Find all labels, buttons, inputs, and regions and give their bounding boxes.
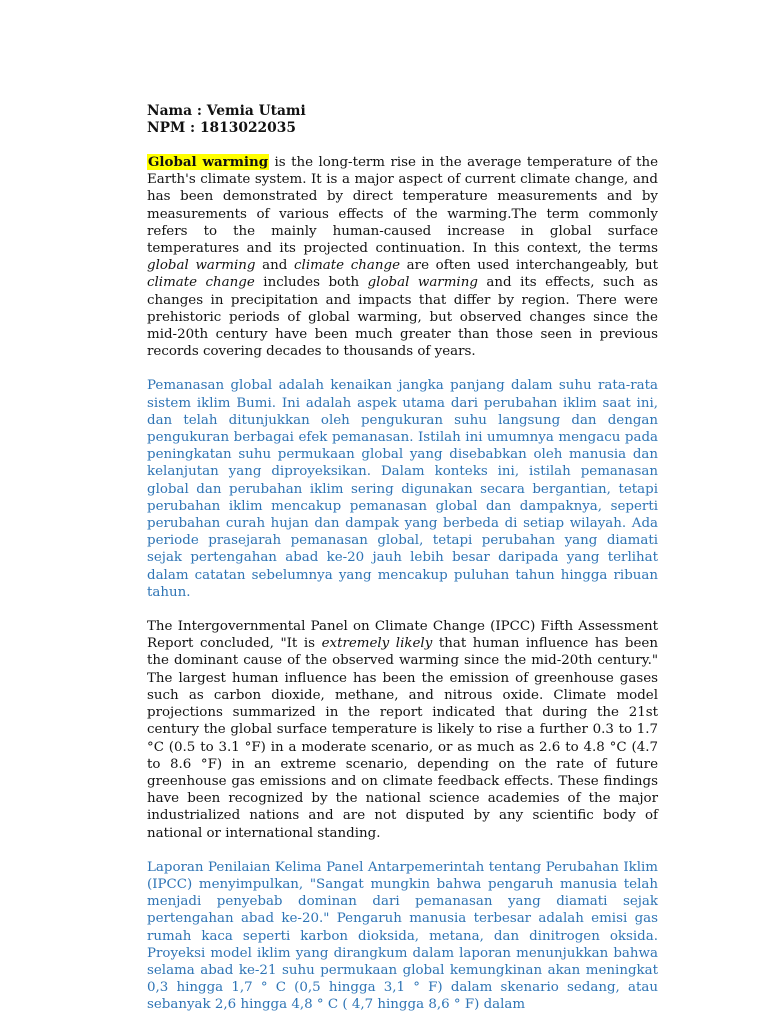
spacer (147, 360, 658, 377)
italic-run: extremely likely (321, 636, 433, 652)
spacer (147, 137, 658, 154)
text-run: is the long-term rise in the average temperature of the Earth's climate system. It is a major aspect of current climate change, and has been demonstrated by direct temperature measurements and by measurements of various effects of the warming.The term commonly refers to the mainly human-caused increase in global surface temperatures and its projected continuation. In this context, the terms (147, 155, 659, 257)
paragraph-indonesian-1: Pemanasan global adalah kenaikan jangka panjang dalam suhu rata-rata sistem iklim Bumi. Ini adalah aspek utama dari perubahan iklim saat ini, dan telah ditunjukkan oleh pengukuran suhu langsung dan dengan pengukuran berbagai efek pemanasan. Istilah ini umumnya mengacu pada peningkatan suhu permukaan global yang disebabkan oleh manusia dan kelanjutan yang diproyeksikan. Dalam konteks ini, istilah pemanasan global dan perubahan iklim sering digunakan secara bergantian, tetapi perubahan iklim mencakup pemanasan global dan dampaknya, seperti perubahan curah hujan dan dampak yang berbeda di setiap wilayah. Ada periode prasejarah pemanasan global, tetapi perubahan yang diamati sejak pertengahan abad ke-20 jauh lebih besar daripada yang terlihat dalam catatan sebelumnya yang mencakup puluhan tahun hingga ribuan tahun. (147, 378, 658, 600)
spacer (147, 601, 658, 618)
name-line: Nama : Vemia Utami (147, 103, 306, 119)
italic-run: global warming (147, 258, 256, 274)
paragraph-english-2 (147, 618, 658, 842)
npm-line: NPM : 1813022035 (147, 120, 296, 136)
italic-run: climate change (294, 258, 400, 274)
author-header (147, 103, 658, 137)
text-run: and (255, 258, 295, 274)
document-body (147, 103, 658, 1014)
highlighted-term: Global warming (148, 154, 269, 170)
paragraph-english-1 (147, 154, 658, 360)
italic-run: global warming (367, 275, 478, 291)
text-run: and its effects, such as changes in precipitation and impacts that differ by region. There were prehistoric periods of global warming, but observed changes since the mid-20th century have been much greater than those seen in previous records covering decades to thousands of years. (147, 275, 658, 360)
spacer (147, 842, 658, 859)
paragraph-indonesian-2: Laporan Penilaian Kelima Panel Antarpemerintah tentang Perubahan Iklim (IPCC) menyimpulkan, "Sangat mungkin bahwa pengaruh manusia telah menjadi penyebab dominan dari pemanasan yang diamati sejak pertengahan abad ke-20." Pengaruh manusia terbesar adalah emisi gas rumah kaca seperti karbon dioksida, metana, dan dinitrogen oksida. Proyeksi model iklim yang dirangkum dalam laporan menunjukkan bahwa selama abad ke-21 suhu permukaan global kemungkinan akan meningkat 0,3 hingga 1,7 ° C (0,5 hingga 3,1 ° F) dalam skenario sedang, atau sebanyak 2,6 hingga 4,8 ° C ( 4,7 hingga 8,6 ° F) dalam (147, 859, 658, 1013)
text-run: The Intergovernmental Panel on Climate Change (IPCC) Fifth Assessment Report concluded, "It is (147, 619, 658, 652)
text-run: that human influence has been the dominant cause of the observed warming since the mid-20th century." The largest human influence has been the emission of greenhouse gases such as carbon dioxide, methane, and nitrous oxide. Climate model projections summarized in the report indicated that during the 21st century the global surface temperature is likely to rise a further 0.3 to 1.7 °C (0.5 to 3.1 °F) in a moderate scenario, or as much as 2.6 to 4.8 °C (4.7 to 8.6 °F) in an extreme scenario, depending on the rate of future greenhouse gas emissions and on climate feedback effects. These findings have been recognized by the national science academies of the major industrialized nations and are not disputed by any scientific body of national or international standing. (147, 636, 658, 841)
text-run: includes both (254, 275, 368, 291)
italic-run: climate change (147, 275, 255, 291)
text-run: are often used interchangeably, but (400, 258, 658, 274)
